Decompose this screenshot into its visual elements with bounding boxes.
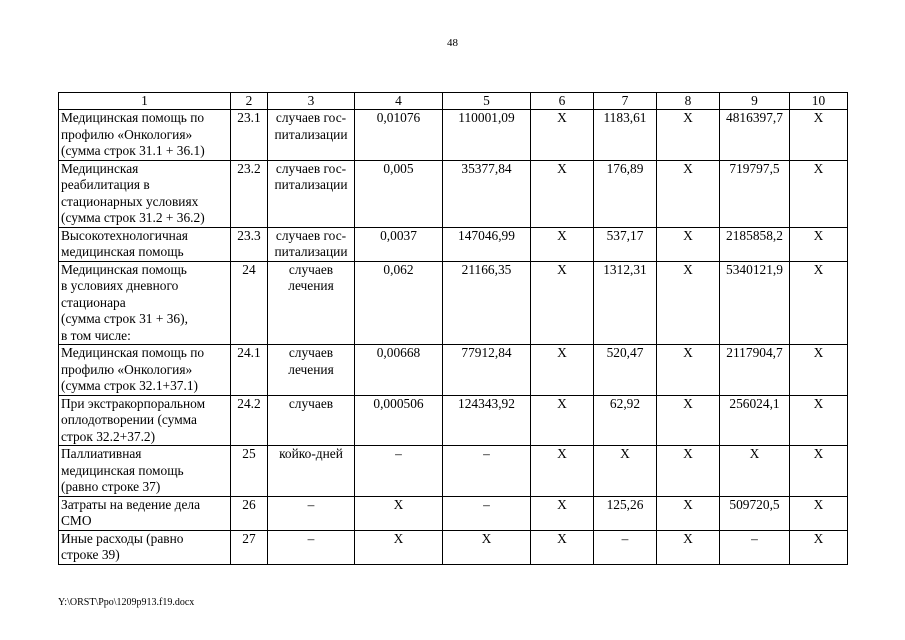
cell-line: случаев xyxy=(288,395,334,411)
table-row xyxy=(59,160,848,227)
row-name-cell xyxy=(59,395,231,446)
value-cell: 2185858,2 xyxy=(720,227,790,261)
table-row xyxy=(59,345,848,396)
cell-line: питализации xyxy=(274,244,348,259)
row-number-cell: 23.3 xyxy=(231,227,268,261)
value-cell: Х xyxy=(657,530,720,564)
unit-cell xyxy=(268,110,355,161)
header-cell: 10 xyxy=(790,93,848,110)
row-number-cell: 24.2 xyxy=(231,395,268,446)
row-name-cell xyxy=(59,446,231,497)
cell-line: лечения xyxy=(288,361,334,377)
value-cell: Х xyxy=(720,446,790,497)
table-row xyxy=(59,395,848,446)
cell-line: реабилитация в xyxy=(61,177,150,192)
cell-line: оплодотворении (сумма xyxy=(61,412,197,427)
cell-line: Паллиативная xyxy=(61,446,142,461)
value-cell: Х xyxy=(657,227,720,261)
value-cell: Х xyxy=(657,160,720,227)
value-cell: Х xyxy=(531,446,594,497)
table-row xyxy=(59,110,848,161)
row-number-cell: 25 xyxy=(231,446,268,497)
unit-cell xyxy=(268,395,355,446)
value-cell: Х xyxy=(790,110,848,161)
value-cell: 176,89 xyxy=(594,160,657,227)
value-cell: Х xyxy=(790,345,848,396)
value-cell: Х xyxy=(790,446,848,497)
row-number-cell: 27 xyxy=(231,530,268,564)
table-row xyxy=(59,530,848,564)
value-cell: Х xyxy=(355,530,443,564)
value-cell: Х xyxy=(594,446,657,497)
cell-line: строк 32.2+37.2) xyxy=(61,428,156,444)
value-cell: Х xyxy=(531,227,594,261)
cell-line: профилю «Онкология» xyxy=(61,126,193,142)
cell-line: случаев xyxy=(288,261,334,277)
row-name-cell xyxy=(59,496,231,530)
value-cell: Х xyxy=(443,530,531,564)
value-cell: 5340121,9 xyxy=(720,261,790,345)
value-cell: Х xyxy=(790,261,848,345)
cell-line: Медицинская помощь xyxy=(61,261,187,277)
data-table xyxy=(58,92,848,565)
cell-line: в условиях дневного xyxy=(61,278,179,293)
cell-line: случаев xyxy=(288,345,334,360)
value-cell: 537,17 xyxy=(594,227,657,261)
table-body xyxy=(59,93,848,565)
cell-line: При экстракорпоральном xyxy=(61,395,206,411)
cell-line: Медицинская помощь по xyxy=(61,345,205,360)
cell-line: Высокотехнологичная xyxy=(61,227,188,243)
value-cell: Х xyxy=(531,160,594,227)
value-cell: Х xyxy=(657,261,720,345)
value-cell: Х xyxy=(531,496,594,530)
cell-line: питализации xyxy=(274,177,348,192)
value-cell: 0,0037 xyxy=(355,227,443,261)
cell-line: СМО xyxy=(61,513,92,528)
row-name-cell xyxy=(59,345,231,396)
cell-line: (сумма строк 32.1+37.1) xyxy=(61,378,198,393)
header-cell: 3 xyxy=(268,93,355,110)
header-cell: 4 xyxy=(355,93,443,110)
table-row xyxy=(59,261,848,345)
value-cell: 1183,61 xyxy=(594,110,657,161)
value-cell: – xyxy=(443,446,531,497)
cell-line: профилю «Онкология» xyxy=(61,361,193,377)
value-cell: 62,92 xyxy=(594,395,657,446)
header-cell: 6 xyxy=(531,93,594,110)
cell-line: случаев гос- xyxy=(275,160,347,176)
unit-cell xyxy=(268,160,355,227)
row-name-cell xyxy=(59,530,231,564)
cell-line: койко-дней xyxy=(279,446,343,461)
cell-line: – xyxy=(307,496,315,512)
table-row xyxy=(59,227,848,261)
header-cell: 7 xyxy=(594,93,657,110)
value-cell: 0,000506 xyxy=(355,395,443,446)
cell-line: в том числе: xyxy=(61,327,131,343)
unit-cell xyxy=(268,261,355,345)
cell-line: строке 39) xyxy=(61,547,120,562)
value-cell: – xyxy=(443,496,531,530)
cell-line: стационара xyxy=(61,294,126,310)
value-cell: 0,005 xyxy=(355,160,443,227)
value-cell: – xyxy=(594,530,657,564)
value-cell: Х xyxy=(531,530,594,564)
row-number-cell: 23.2 xyxy=(231,160,268,227)
value-cell: Х xyxy=(657,345,720,396)
value-cell: 0,01076 xyxy=(355,110,443,161)
table-header-row xyxy=(59,93,848,110)
cell-line: Медицинская помощь по xyxy=(61,110,205,125)
cell-line: стационарных условиях xyxy=(61,193,199,209)
value-cell: Х xyxy=(657,496,720,530)
row-number-cell: 23.1 xyxy=(231,110,268,161)
unit-cell xyxy=(268,530,355,564)
table-row xyxy=(59,496,848,530)
value-cell: Х xyxy=(790,530,848,564)
row-number-cell: 24 xyxy=(231,261,268,345)
row-number-cell: 24.1 xyxy=(231,345,268,396)
value-cell: 256024,1 xyxy=(720,395,790,446)
table-row xyxy=(59,446,848,497)
value-cell: Х xyxy=(531,395,594,446)
value-cell: Х xyxy=(790,227,848,261)
cell-line: лечения xyxy=(288,278,334,293)
cell-line: (сумма строк 31.2 + 36.2) xyxy=(61,210,205,225)
cell-line: Затраты на ведение дела xyxy=(61,496,201,512)
header-cell: 8 xyxy=(657,93,720,110)
header-cell: 5 xyxy=(443,93,531,110)
value-cell: 0,00668 xyxy=(355,345,443,396)
row-name-cell xyxy=(59,227,231,261)
unit-cell xyxy=(268,227,355,261)
unit-cell xyxy=(268,496,355,530)
header-cell: 9 xyxy=(720,93,790,110)
value-cell: 2117904,7 xyxy=(720,345,790,396)
value-cell: 520,47 xyxy=(594,345,657,396)
value-cell: Х xyxy=(657,110,720,161)
cell-line: (сумма строк 31.1 + 36.1) xyxy=(61,143,205,158)
value-cell: Х xyxy=(790,395,848,446)
value-cell: 147046,99 xyxy=(443,227,531,261)
cell-line: случаев гос- xyxy=(275,227,347,243)
value-cell: 719797,5 xyxy=(720,160,790,227)
value-cell: – xyxy=(720,530,790,564)
value-cell: 35377,84 xyxy=(443,160,531,227)
value-cell: Х xyxy=(790,496,848,530)
row-name-cell xyxy=(59,160,231,227)
value-cell: Х xyxy=(531,345,594,396)
value-cell: 125,26 xyxy=(594,496,657,530)
value-cell: 4816397,7 xyxy=(720,110,790,161)
cell-line: медицинская помощь xyxy=(61,462,184,478)
value-cell: 124343,92 xyxy=(443,395,531,446)
value-cell: – xyxy=(355,446,443,497)
cell-line: – xyxy=(307,530,315,546)
value-cell: 21166,35 xyxy=(443,261,531,345)
unit-cell xyxy=(268,345,355,396)
value-cell: Х xyxy=(531,110,594,161)
footer-file-path: Y:\ORST\Ppo\1209p913.f19.docx xyxy=(58,597,195,608)
header-cell: 1 xyxy=(59,93,231,110)
value-cell: 509720,5 xyxy=(720,496,790,530)
cell-line: медицинская помощь xyxy=(61,244,184,259)
value-cell: Х xyxy=(790,160,848,227)
cell-line: (сумма строк 31 + 36), xyxy=(61,311,188,326)
value-cell: 77912,84 xyxy=(443,345,531,396)
value-cell: 0,062 xyxy=(355,261,443,345)
value-cell: Х xyxy=(657,446,720,497)
unit-cell xyxy=(268,446,355,497)
value-cell: Х xyxy=(657,395,720,446)
value-cell: Х xyxy=(355,496,443,530)
row-number-cell: 26 xyxy=(231,496,268,530)
value-cell: 110001,09 xyxy=(443,110,531,161)
cell-line: (равно строке 37) xyxy=(61,479,161,494)
value-cell: 1312,31 xyxy=(594,261,657,345)
cell-line: случаев гос- xyxy=(275,110,347,125)
cell-line: Медицинская xyxy=(61,160,139,176)
page-number: 48 xyxy=(447,37,458,49)
cell-line: питализации xyxy=(274,126,348,142)
row-name-cell xyxy=(59,261,231,345)
cell-line: Иные расходы (равно xyxy=(61,530,184,546)
value-cell: Х xyxy=(531,261,594,345)
row-name-cell xyxy=(59,110,231,161)
header-cell: 2 xyxy=(231,93,268,110)
